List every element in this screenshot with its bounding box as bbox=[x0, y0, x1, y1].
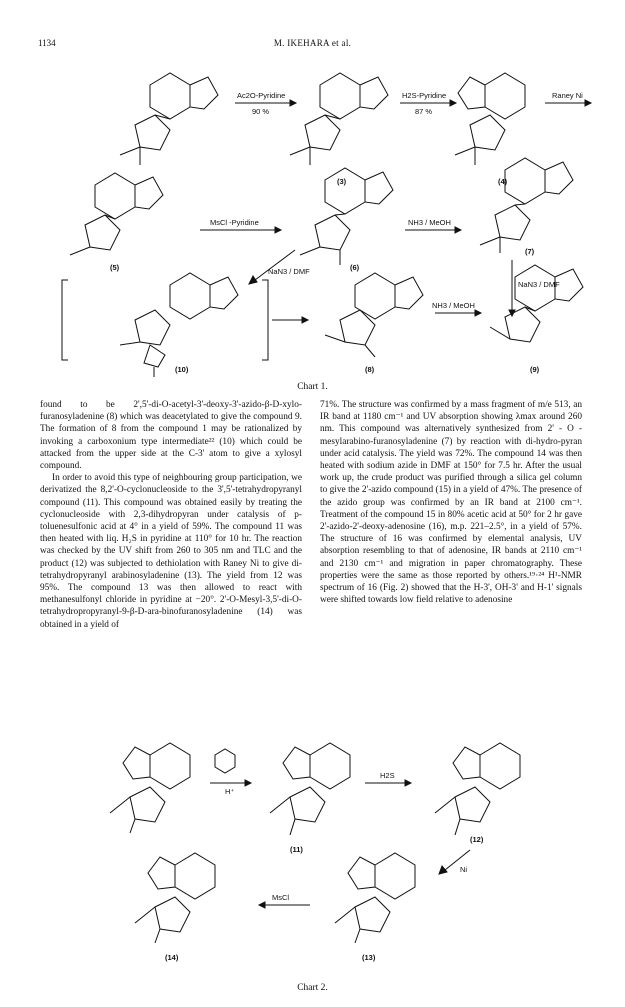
chart1-label-3: (3) bbox=[337, 177, 347, 186]
chart2-label-14: (14) bbox=[165, 953, 179, 962]
chart1-label-6: (6) bbox=[350, 263, 360, 272]
chart1-reagent-7: NaN3 / DMF bbox=[518, 280, 560, 289]
chart1-label-7: (7) bbox=[525, 247, 535, 256]
chart1-reagent-8: NH3 / MeOH bbox=[432, 301, 475, 310]
chart1-reagent-1-yield: 90 % bbox=[252, 107, 270, 116]
text-column-left bbox=[40, 399, 302, 631]
chart2-reagent-mscl: MsCl bbox=[272, 893, 290, 902]
chart2-reagent-h: H⁺ bbox=[225, 787, 235, 796]
chart1-label-5: (5) bbox=[110, 263, 120, 272]
chart1-label-10: (10) bbox=[175, 365, 189, 374]
text-column-right bbox=[320, 399, 582, 606]
chart2-label-13: (13) bbox=[362, 953, 376, 962]
chart1-reagent-2-yield: 87 % bbox=[415, 107, 433, 116]
chart1-label-9: (9) bbox=[530, 365, 540, 374]
chart2-caption: Chart 2. bbox=[297, 983, 328, 993]
paragraph: 71%. The structure was confirmed by a mass fragment of m/e 513, an IR band at 1180 cm⁻¹ and UV absorption showing λmax around 260 nm. This compound was alternatively synthesized from 2' - O - mesylarabino-furanosyladenine (7) by reaction with di-hydro-pyran under acid catalysis. The yield was 72%. The compound 14 was then heated with sodium azide in DMF at 150° for 7.5 hr. After the usual work up, the crude product was purified through a silica gel column to give the 2'-azido compound (15) in a yield of 47%. The presence of the azido group was confirmed by an IR band at 2100 cm⁻¹. Treatment of the compound 15 in 80% acetic acid at 50° for 2 hr gave 2'-azido-2'-deoxy-adenosine (16), m.p. 221–2.5°, in a yield of 57%. The structure of 16 was confirmed by elemental analysis, UV absorption resembling to that of adenosine, IR bands at 2110 cm⁻¹ and 2130 cm⁻¹ and migration in paper chromatography. These properties were the same as those reported by others.¹⁹·²⁴ H¹-NMR spectrum of 16 (Fig. 2) showed that the H-3', OH-3' and H-1' signals were shifted towards low field relative to adenosine bbox=[320, 400, 582, 606]
paragraph: found to be 2',5'-di-O-acetyl-3'-deoxy-3'-azido-β-D-xylo-furanosyladenine (8) which was deacetylated to give the compound 9. The formation of 8 from the compound 1 may be rationalized by invoking a carboxonium type intermediate²² (10) which could be attacked from the upper side at the C-3' atom to give a xylosyl compound. bbox=[40, 400, 302, 472]
paragraph: In order to avoid this type of neighbouring group participation, we derivatized the 8,2'-O-cyclonucleoside to the 3',5'-tetrahydropyranyl compound (11). This compound was obtained easily by treating the cyclonucleoside with 2,3-dihydropyran under catalysis of p-toluenesulfonic acid at 4° in a yield of 59%. The compound 11 was then heated with liq. H₂S in pyridine at 110° for 10 hr. The reaction was checked by the UV shift from 260 to 305 nm and TLC and the product (12) was subjected to dethiolation with Raney Ni to give di-tetrahydropyranyl arabinosyladenine (13). The yield from 12 was 95%. The compound 13 was then allowed to react with methanesulfonyl chloride in pyridine at −20°. 2'-O-Mesyl-3,5'-di-O-tetrahydropropyranyl-9-β-D-ara-binofuranosyladenine (14) was obtained in a yield of bbox=[40, 473, 302, 630]
chart1-reagent-5: NH3 / MeOH bbox=[408, 218, 451, 227]
chart2-reagent-ni: Ni bbox=[460, 865, 468, 874]
chart1-caption: Chart 1. bbox=[297, 382, 328, 392]
chart2-label-11: (11) bbox=[290, 845, 303, 854]
chart1-reagent-1: Ac2O-Pyridine bbox=[237, 91, 286, 100]
chart1-reagent-6: NaN3 / DMF bbox=[268, 267, 310, 276]
running-title: M. IKEHARA et al. bbox=[273, 38, 352, 48]
chart1-reagent-3: Raney Ni bbox=[552, 91, 583, 100]
chart1-reagent-4: MsCl -Pyridine bbox=[210, 218, 259, 227]
chart2-label-12: (12) bbox=[470, 835, 484, 844]
page-number: 1134 bbox=[38, 38, 56, 48]
chart2-reagent-h2s: H2S bbox=[380, 771, 395, 780]
chart1-label-4: (4) bbox=[498, 177, 508, 186]
chart1-reagent-2: H2S-Pyridine bbox=[402, 91, 447, 100]
chart1-label-8: (8) bbox=[365, 365, 375, 374]
